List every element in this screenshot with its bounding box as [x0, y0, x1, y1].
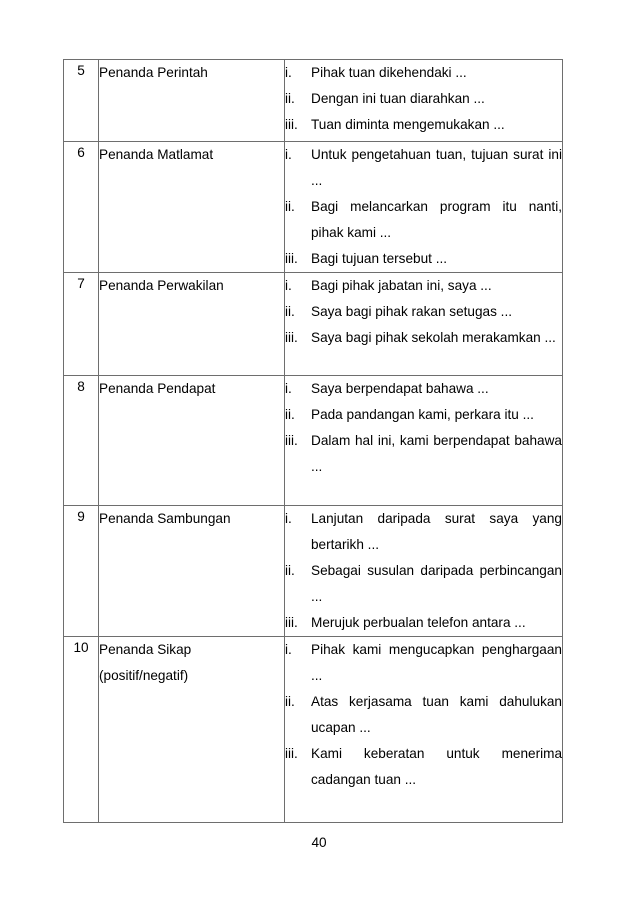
examples-cell — [285, 142, 563, 273]
example-item — [285, 112, 562, 138]
marker-name-cell — [99, 273, 285, 376]
example-item — [285, 610, 562, 636]
table-row — [64, 273, 563, 376]
example-number: i. — [285, 278, 292, 293]
example-number: i. — [285, 642, 292, 657]
example-text: Pihak kami mengucapkan penghargaan ... — [311, 642, 562, 683]
example-text: Sebagai susulan daripada perbincangan ... — [311, 563, 562, 604]
example-number: ii. — [285, 563, 295, 578]
example-text: Lanjutan daripada surat saya yang bertarikh ... — [311, 511, 562, 552]
examples-cell — [285, 376, 563, 506]
row-number: 10 — [64, 637, 99, 823]
examples-cell — [285, 637, 563, 823]
page-number: 40 — [311, 835, 327, 850]
example-number: ii. — [285, 407, 295, 422]
example-item — [285, 86, 562, 112]
marker-name-cell — [99, 506, 285, 637]
table-row — [64, 506, 563, 637]
marker-name: Penanda Sikap — [99, 642, 192, 657]
example-item — [285, 299, 562, 325]
example-text: Dalam hal ini, kami berpendapat bahawa ... — [311, 433, 562, 474]
row-number: 5 — [64, 60, 99, 142]
marker-name-cell — [99, 376, 285, 506]
marker-name-cell — [99, 60, 285, 142]
example-text: Pada pandangan kami, perkara itu ... — [311, 407, 534, 422]
table-row — [64, 142, 563, 273]
example-item — [285, 558, 562, 610]
example-text: Saya bagi pihak rakan setugas ... — [311, 304, 513, 319]
marker-name: Penanda Sambungan — [99, 511, 231, 526]
example-number: ii. — [285, 694, 295, 709]
example-number: i. — [285, 381, 292, 396]
row-number: 8 — [64, 376, 99, 506]
example-number: iii. — [285, 746, 298, 761]
example-number: i. — [285, 511, 292, 526]
marker-name-subtitle: (positif/negatif) — [99, 668, 189, 683]
marker-name-cell — [99, 142, 285, 273]
table-row — [64, 637, 563, 823]
examples-cell — [285, 273, 563, 376]
marker-name: Penanda Perwakilan — [99, 278, 224, 293]
examples-cell — [285, 60, 563, 142]
example-number: ii. — [285, 304, 295, 319]
marker-name-cell — [99, 637, 285, 823]
example-text: Bagi melancarkan program itu nanti, pihak kami ... — [311, 199, 562, 240]
example-item — [285, 325, 562, 351]
example-number: iii. — [285, 330, 298, 345]
table-row — [64, 376, 563, 506]
example-item — [285, 506, 562, 558]
examples-cell — [285, 506, 563, 637]
example-text: Kami keberatan untuk menerima cadangan tuan ... — [311, 746, 562, 787]
example-item — [285, 428, 562, 480]
example-number: iii. — [285, 433, 298, 448]
example-number: ii. — [285, 199, 295, 214]
example-text: Untuk pengetahuan tuan, tujuan surat ini ... — [311, 147, 562, 188]
example-number: iii. — [285, 251, 298, 266]
example-item — [285, 60, 562, 86]
example-text: Merujuk perbualan telefon antara ... — [311, 615, 526, 630]
example-item — [285, 741, 562, 793]
example-number: iii. — [285, 615, 298, 630]
example-item — [285, 273, 562, 299]
example-number: ii. — [285, 91, 295, 106]
example-item — [285, 689, 562, 741]
example-number: iii. — [285, 117, 298, 132]
example-text: Saya berpendapat bahawa ... — [311, 381, 489, 396]
example-item — [285, 402, 562, 428]
example-text: Bagi pihak jabatan ini, saya ... — [311, 278, 492, 293]
example-text: Pihak tuan dikehendaki ... — [311, 65, 467, 80]
example-item — [285, 637, 562, 689]
example-item — [285, 142, 562, 194]
penanda-table — [63, 59, 563, 823]
example-text: Atas kerjasama tuan kami dahulukan ucapan ... — [311, 694, 562, 735]
row-number: 6 — [64, 142, 99, 273]
table-row — [64, 60, 563, 142]
example-item — [285, 376, 562, 402]
example-item — [285, 246, 562, 272]
marker-name: Penanda Perintah — [99, 65, 208, 80]
example-number: i. — [285, 65, 292, 80]
example-text: Dengan ini tuan diarahkan ... — [311, 91, 485, 106]
row-number: 9 — [64, 506, 99, 637]
example-text: Tuan diminta mengemukakan ... — [311, 117, 505, 132]
row-number: 7 — [64, 273, 99, 376]
example-item — [285, 194, 562, 246]
example-number: i. — [285, 147, 292, 162]
example-text: Saya bagi pihak sekolah merakamkan ... — [311, 330, 556, 345]
marker-name: Penanda Pendapat — [99, 381, 216, 396]
example-text: Bagi tujuan tersebut ... — [311, 251, 448, 266]
marker-name: Penanda Matlamat — [99, 147, 214, 162]
